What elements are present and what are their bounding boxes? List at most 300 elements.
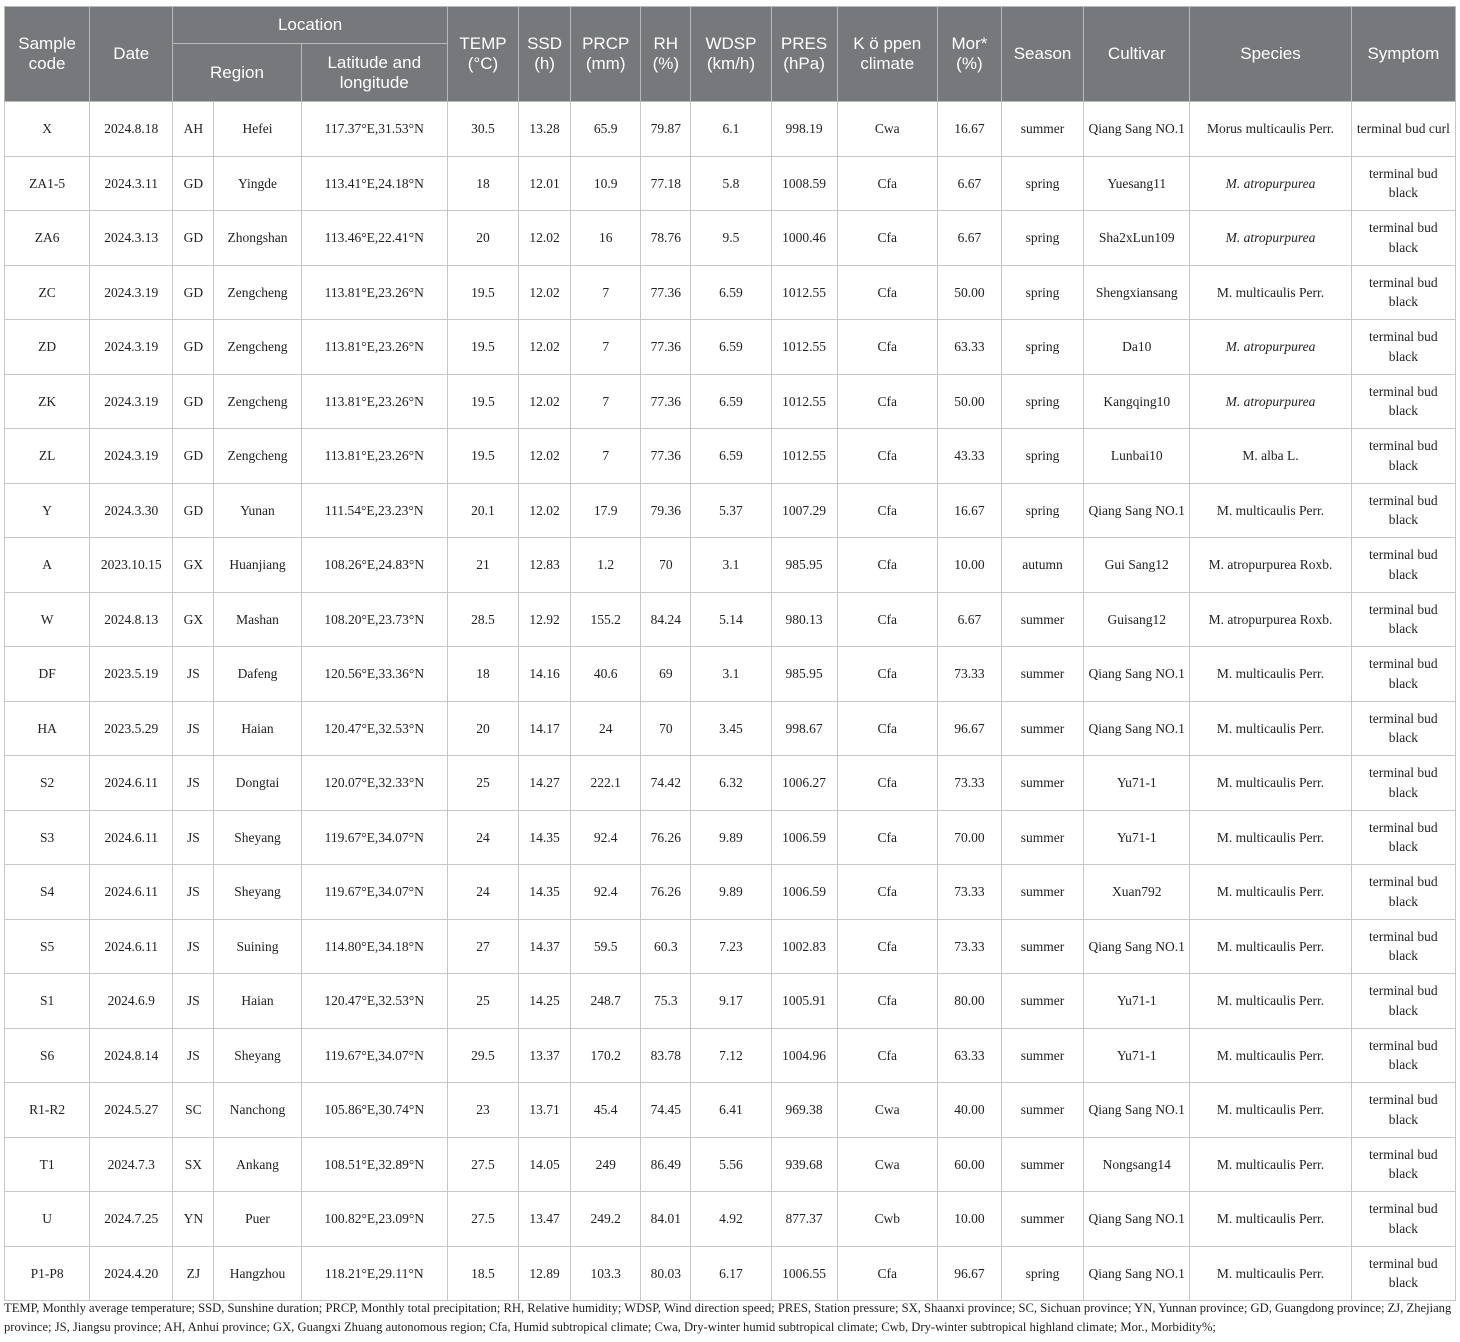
cell-date: 2023.5.29	[90, 701, 173, 756]
cell-pres: 1008.59	[771, 156, 837, 211]
cell-koppen: Cwa	[837, 1137, 937, 1192]
cell-code: HA	[5, 701, 90, 756]
cell-prov: AH	[173, 102, 214, 157]
cell-season: summer	[1001, 974, 1083, 1029]
cell-symptom: terminal bud black	[1351, 1192, 1455, 1247]
cell-rh: 74.45	[641, 1083, 691, 1138]
cell-latlon: 113.46°E,22.41°N	[301, 211, 447, 266]
cell-wdsp: 5.37	[691, 483, 771, 538]
cell-prov: JS	[173, 919, 214, 974]
cell-code: A	[5, 538, 90, 593]
header-mor: Mor* (%)	[937, 7, 1001, 102]
cell-latlon: 118.21°E,29.11°N	[301, 1246, 447, 1301]
cell-code: S5	[5, 919, 90, 974]
cell-koppen: Cfa	[837, 374, 937, 429]
cell-temp: 19.5	[447, 429, 518, 484]
cell-code: W	[5, 592, 90, 647]
cell-wdsp: 5.56	[691, 1137, 771, 1192]
cell-prcp: 45.4	[571, 1083, 641, 1138]
cell-city: Huanjiang	[214, 538, 301, 593]
cell-prov: JS	[173, 1028, 214, 1083]
cell-species: M. multicaulis Perr.	[1190, 865, 1351, 920]
cell-pres: 1007.29	[771, 483, 837, 538]
cell-prcp: 249.2	[571, 1192, 641, 1247]
table-row	[5, 919, 1456, 974]
cell-temp: 25	[447, 756, 518, 811]
cell-symptom: terminal bud black	[1351, 156, 1455, 211]
cell-season: autumn	[1001, 538, 1083, 593]
cell-ssd: 14.37	[519, 919, 571, 974]
cell-prov: GD	[173, 211, 214, 266]
cell-koppen: Cfa	[837, 320, 937, 375]
table-row	[5, 374, 1456, 429]
cell-koppen: Cfa	[837, 592, 937, 647]
cell-pres: 1002.83	[771, 919, 837, 974]
cell-cultivar: Qiang Sang NO.1	[1084, 1083, 1190, 1138]
cell-season: summer	[1001, 865, 1083, 920]
cell-code: DF	[5, 647, 90, 702]
cell-wdsp: 9.17	[691, 974, 771, 1029]
cell-rh: 70	[641, 538, 691, 593]
cell-prov: GX	[173, 538, 214, 593]
cell-rh: 76.26	[641, 865, 691, 920]
cell-pres: 1006.59	[771, 865, 837, 920]
table-row	[5, 701, 1456, 756]
cell-symptom: terminal bud black	[1351, 810, 1455, 865]
cell-code: ZK	[5, 374, 90, 429]
cell-mor: 10.00	[937, 1192, 1001, 1247]
header-ssd: SSD (h)	[519, 7, 571, 102]
cell-symptom: terminal bud black	[1351, 865, 1455, 920]
cell-ssd: 12.83	[519, 538, 571, 593]
cell-code: S4	[5, 865, 90, 920]
table-row	[5, 320, 1456, 375]
header-wdsp: WDSP (km/h)	[691, 7, 771, 102]
cell-prcp: 17.9	[571, 483, 641, 538]
cell-latlon: 113.81°E,23.26°N	[301, 265, 447, 320]
table-row	[5, 865, 1456, 920]
cell-city: Zhongshan	[214, 211, 301, 266]
cell-mor: 80.00	[937, 974, 1001, 1029]
cell-cultivar: Qiang Sang NO.1	[1084, 1192, 1190, 1247]
cell-temp: 18.5	[447, 1246, 518, 1301]
cell-rh: 86.49	[641, 1137, 691, 1192]
cell-city: Suining	[214, 919, 301, 974]
cell-symptom: terminal bud black	[1351, 211, 1455, 266]
cell-prov: SX	[173, 1137, 214, 1192]
cell-koppen: Cfa	[837, 538, 937, 593]
cell-pres: 877.37	[771, 1192, 837, 1247]
cell-rh: 69	[641, 647, 691, 702]
cell-pres: 1012.55	[771, 429, 837, 484]
cell-ssd: 12.02	[519, 320, 571, 375]
cell-rh: 78.76	[641, 211, 691, 266]
cell-cultivar: Qiang Sang NO.1	[1084, 919, 1190, 974]
cell-date: 2024.5.27	[90, 1083, 173, 1138]
cell-prcp: 92.4	[571, 865, 641, 920]
cell-mor: 73.33	[937, 756, 1001, 811]
table-row	[5, 1137, 1456, 1192]
cell-prov: JS	[173, 647, 214, 702]
cell-code: ZA6	[5, 211, 90, 266]
cell-code: R1-R2	[5, 1083, 90, 1138]
cell-koppen: Cfa	[837, 810, 937, 865]
cell-mor: 70.00	[937, 810, 1001, 865]
cell-mor: 6.67	[937, 156, 1001, 211]
table-row	[5, 102, 1456, 157]
cell-prov: ZJ	[173, 1246, 214, 1301]
cell-wdsp: 5.14	[691, 592, 771, 647]
cell-date: 2024.3.11	[90, 156, 173, 211]
cell-prcp: 7	[571, 265, 641, 320]
cell-temp: 21	[447, 538, 518, 593]
cell-code: ZL	[5, 429, 90, 484]
cell-mor: 63.33	[937, 1028, 1001, 1083]
cell-species: M. multicaulis Perr.	[1190, 1137, 1351, 1192]
cell-prcp: 7	[571, 320, 641, 375]
cell-symptom: terminal bud black	[1351, 974, 1455, 1029]
header-region: Region	[173, 44, 301, 102]
cell-ssd: 14.05	[519, 1137, 571, 1192]
cell-mor: 73.33	[937, 865, 1001, 920]
cell-prov: JS	[173, 974, 214, 1029]
cell-species: M. multicaulis Perr.	[1190, 974, 1351, 1029]
cell-ssd: 14.27	[519, 756, 571, 811]
cell-ssd: 14.35	[519, 810, 571, 865]
cell-wdsp: 5.8	[691, 156, 771, 211]
cell-latlon: 113.81°E,23.26°N	[301, 374, 447, 429]
cell-cultivar: Sha2xLun109	[1084, 211, 1190, 266]
cell-species: M. multicaulis Perr.	[1190, 810, 1351, 865]
cell-prov: SC	[173, 1083, 214, 1138]
cell-date: 2024.6.11	[90, 919, 173, 974]
cell-symptom: terminal bud black	[1351, 647, 1455, 702]
cell-city: Nanchong	[214, 1083, 301, 1138]
header-date: Date	[90, 7, 173, 102]
cell-temp: 20.1	[447, 483, 518, 538]
cell-city: Hangzhou	[214, 1246, 301, 1301]
cell-latlon: 120.47°E,32.53°N	[301, 974, 447, 1029]
cell-pres: 998.67	[771, 701, 837, 756]
cell-pres: 1006.27	[771, 756, 837, 811]
cell-mor: 16.67	[937, 483, 1001, 538]
cell-mor: 6.67	[937, 211, 1001, 266]
cell-rh: 77.18	[641, 156, 691, 211]
header-location: Location	[173, 7, 448, 44]
cell-prov: GD	[173, 156, 214, 211]
header-prcp: PRCP (mm)	[571, 7, 641, 102]
cell-season: summer	[1001, 810, 1083, 865]
cell-temp: 19.5	[447, 320, 518, 375]
cell-prcp: 24	[571, 701, 641, 756]
cell-symptom: terminal bud black	[1351, 701, 1455, 756]
cell-mor: 43.33	[937, 429, 1001, 484]
cell-season: summer	[1001, 102, 1083, 157]
cell-cultivar: Yu71-1	[1084, 1028, 1190, 1083]
cell-rh: 60.3	[641, 919, 691, 974]
cell-symptom: terminal bud black	[1351, 429, 1455, 484]
cell-date: 2023.10.15	[90, 538, 173, 593]
table-container	[4, 6, 1456, 1301]
cell-date: 2024.8.13	[90, 592, 173, 647]
cell-rh: 77.36	[641, 265, 691, 320]
cell-latlon: 108.51°E,32.89°N	[301, 1137, 447, 1192]
cell-latlon: 108.20°E,23.73°N	[301, 592, 447, 647]
cell-temp: 18	[447, 647, 518, 702]
cell-prcp: 7	[571, 429, 641, 484]
cell-species: Morus multicaulis Perr.	[1190, 102, 1351, 157]
cell-pres: 939.68	[771, 1137, 837, 1192]
cell-cultivar: Guisang12	[1084, 592, 1190, 647]
cell-koppen: Cwb	[837, 1192, 937, 1247]
cell-city: Yingde	[214, 156, 301, 211]
cell-ssd: 12.89	[519, 1246, 571, 1301]
cell-pres: 985.95	[771, 647, 837, 702]
cell-temp: 27.5	[447, 1137, 518, 1192]
cell-rh: 79.87	[641, 102, 691, 157]
cell-latlon: 119.67°E,34.07°N	[301, 865, 447, 920]
cell-pres: 1012.55	[771, 320, 837, 375]
table-header	[5, 7, 1456, 102]
cell-city: Zengcheng	[214, 429, 301, 484]
cell-city: Zengcheng	[214, 320, 301, 375]
cell-code: P1-P8	[5, 1246, 90, 1301]
cell-temp: 18	[447, 156, 518, 211]
cell-ssd: 13.28	[519, 102, 571, 157]
cell-pres: 980.13	[771, 592, 837, 647]
cell-species: M. multicaulis Perr.	[1190, 647, 1351, 702]
table-row	[5, 974, 1456, 1029]
cell-date: 2024.4.20	[90, 1246, 173, 1301]
cell-prov: GD	[173, 265, 214, 320]
cell-pres: 969.38	[771, 1083, 837, 1138]
cell-season: summer	[1001, 756, 1083, 811]
table-row	[5, 156, 1456, 211]
cell-ssd: 12.02	[519, 211, 571, 266]
cell-symptom: terminal bud black	[1351, 1028, 1455, 1083]
cell-mor: 73.33	[937, 919, 1001, 974]
cell-latlon: 113.41°E,24.18°N	[301, 156, 447, 211]
cell-prcp: 249	[571, 1137, 641, 1192]
header-koppen: K ö ppen climate	[837, 7, 937, 102]
cell-rh: 76.26	[641, 810, 691, 865]
cell-season: spring	[1001, 265, 1083, 320]
cell-city: Haian	[214, 701, 301, 756]
cell-prov: GD	[173, 320, 214, 375]
cell-species: M. atropurpurea	[1190, 374, 1351, 429]
cell-symptom: terminal bud black	[1351, 265, 1455, 320]
cell-season: spring	[1001, 374, 1083, 429]
cell-pres: 1006.55	[771, 1246, 837, 1301]
cell-cultivar: Nongsang14	[1084, 1137, 1190, 1192]
cell-city: Dafeng	[214, 647, 301, 702]
cell-latlon: 100.82°E,23.09°N	[301, 1192, 447, 1247]
table-row	[5, 1028, 1456, 1083]
cell-koppen: Cwa	[837, 1083, 937, 1138]
cell-temp: 19.5	[447, 374, 518, 429]
cell-pres: 1000.46	[771, 211, 837, 266]
cell-prcp: 248.7	[571, 974, 641, 1029]
cell-symptom: terminal bud black	[1351, 374, 1455, 429]
cell-symptom: terminal bud black	[1351, 756, 1455, 811]
header-sample-code: Sample code	[5, 7, 90, 102]
cell-wdsp: 6.59	[691, 429, 771, 484]
table-row	[5, 1246, 1456, 1301]
table-footnote: TEMP, Monthly average temperature; SSD, Sunshine duration; PRCP, Monthly total precipitation; RH, Relative humidity; WDSP, Wind direction speed; PRES, Station pressure; SX, Shaanxi province; SC, Sichuan province; YN, Yunnan province; GD, Guangdong province; ZJ, Zhejiang province; JS, Jiangsu province; AH, Anhui province; GX, Guangxi Zhuang autonomous region; Cfa, Humid subtropical climate; Cwa, Dry-winter humid subtropical climate; Cwb, Dry-winter subtropical highland climate; Mor., Morbidity%;	[4, 1301, 1452, 1334]
cell-season: summer	[1001, 1192, 1083, 1247]
cell-temp: 20	[447, 701, 518, 756]
cell-ssd: 13.37	[519, 1028, 571, 1083]
cell-code: Y	[5, 483, 90, 538]
cell-wdsp: 6.59	[691, 320, 771, 375]
cell-pres: 985.95	[771, 538, 837, 593]
cell-species: M. multicaulis Perr.	[1190, 919, 1351, 974]
cell-code: S2	[5, 756, 90, 811]
cell-latlon: 105.86°E,30.74°N	[301, 1083, 447, 1138]
cell-koppen: Cfa	[837, 919, 937, 974]
cell-species: M. alba L.	[1190, 429, 1351, 484]
cell-cultivar: Qiang Sang NO.1	[1084, 1246, 1190, 1301]
table-row	[5, 265, 1456, 320]
cell-date: 2024.6.11	[90, 865, 173, 920]
cell-season: summer	[1001, 1083, 1083, 1138]
cell-koppen: Cfa	[837, 865, 937, 920]
cell-mor: 63.33	[937, 320, 1001, 375]
cell-species: M. atropurpurea	[1190, 320, 1351, 375]
cell-wdsp: 9.5	[691, 211, 771, 266]
cell-cultivar: Yuesang11	[1084, 156, 1190, 211]
cell-temp: 28.5	[447, 592, 518, 647]
cell-species: M. atropurpurea	[1190, 211, 1351, 266]
cell-rh: 77.36	[641, 320, 691, 375]
cell-temp: 29.5	[447, 1028, 518, 1083]
cell-koppen: Cfa	[837, 647, 937, 702]
cell-koppen: Cwa	[837, 102, 937, 157]
cell-date: 2024.3.19	[90, 374, 173, 429]
cell-wdsp: 6.32	[691, 756, 771, 811]
samples-table	[4, 6, 1456, 1301]
cell-temp: 19.5	[447, 265, 518, 320]
cell-ssd: 13.71	[519, 1083, 571, 1138]
cell-prov: GD	[173, 483, 214, 538]
cell-rh: 74.42	[641, 756, 691, 811]
cell-date: 2024.8.14	[90, 1028, 173, 1083]
cell-prov: JS	[173, 756, 214, 811]
cell-mor: 96.67	[937, 701, 1001, 756]
cell-pres: 998.19	[771, 102, 837, 157]
cell-city: Mashan	[214, 592, 301, 647]
cell-code: S1	[5, 974, 90, 1029]
cell-species: M. atropurpurea Roxb.	[1190, 538, 1351, 593]
cell-date: 2023.5.19	[90, 647, 173, 702]
cell-mor: 16.67	[937, 102, 1001, 157]
cell-temp: 25	[447, 974, 518, 1029]
cell-species: M. atropurpurea	[1190, 156, 1351, 211]
cell-code: X	[5, 102, 90, 157]
cell-season: summer	[1001, 919, 1083, 974]
cell-cultivar: Yu71-1	[1084, 974, 1190, 1029]
table-row	[5, 211, 1456, 266]
cell-wdsp: 6.41	[691, 1083, 771, 1138]
cell-wdsp: 6.17	[691, 1246, 771, 1301]
cell-species: M. multicaulis Perr.	[1190, 1192, 1351, 1247]
cell-latlon: 120.56°E,33.36°N	[301, 647, 447, 702]
cell-prcp: 40.6	[571, 647, 641, 702]
cell-prcp: 10.9	[571, 156, 641, 211]
cell-date: 2024.6.11	[90, 810, 173, 865]
header-rh: RH (%)	[641, 7, 691, 102]
header-cultivar: Cultivar	[1084, 7, 1190, 102]
header-species: Species	[1190, 7, 1351, 102]
cell-prcp: 16	[571, 211, 641, 266]
cell-code: ZA1-5	[5, 156, 90, 211]
cell-latlon: 119.67°E,34.07°N	[301, 810, 447, 865]
table-row	[5, 756, 1456, 811]
cell-koppen: Cfa	[837, 1246, 937, 1301]
table-body	[5, 102, 1456, 1301]
cell-date: 2024.3.13	[90, 211, 173, 266]
cell-ssd: 12.01	[519, 156, 571, 211]
cell-season: spring	[1001, 429, 1083, 484]
cell-city: Puer	[214, 1192, 301, 1247]
cell-season: summer	[1001, 1137, 1083, 1192]
cell-rh: 77.36	[641, 374, 691, 429]
cell-season: summer	[1001, 592, 1083, 647]
cell-koppen: Cfa	[837, 211, 937, 266]
cell-rh: 70	[641, 701, 691, 756]
cell-prcp: 222.1	[571, 756, 641, 811]
cell-prcp: 155.2	[571, 592, 641, 647]
cell-rh: 84.24	[641, 592, 691, 647]
cell-wdsp: 3.45	[691, 701, 771, 756]
cell-temp: 20	[447, 211, 518, 266]
cell-temp: 24	[447, 810, 518, 865]
cell-species: M. atropurpurea Roxb.	[1190, 592, 1351, 647]
cell-city: Haian	[214, 974, 301, 1029]
cell-species: M. multicaulis Perr.	[1190, 1083, 1351, 1138]
cell-prov: JS	[173, 810, 214, 865]
cell-latlon: 113.81°E,23.26°N	[301, 320, 447, 375]
cell-wdsp: 6.59	[691, 374, 771, 429]
cell-ssd: 14.25	[519, 974, 571, 1029]
cell-species: M. multicaulis Perr.	[1190, 1028, 1351, 1083]
table-row	[5, 1083, 1456, 1138]
cell-latlon: 111.54°E,23.23°N	[301, 483, 447, 538]
cell-symptom: terminal bud black	[1351, 320, 1455, 375]
cell-prcp: 59.5	[571, 919, 641, 974]
header-season: Season	[1001, 7, 1083, 102]
cell-code: T1	[5, 1137, 90, 1192]
cell-season: spring	[1001, 1246, 1083, 1301]
header-latlon: Latitude and longitude	[301, 44, 447, 102]
cell-code: ZC	[5, 265, 90, 320]
cell-koppen: Cfa	[837, 265, 937, 320]
cell-ssd: 14.35	[519, 865, 571, 920]
cell-code: S6	[5, 1028, 90, 1083]
cell-ssd: 12.02	[519, 429, 571, 484]
cell-wdsp: 3.1	[691, 647, 771, 702]
cell-prov: GX	[173, 592, 214, 647]
cell-mor: 96.67	[937, 1246, 1001, 1301]
cell-species: M. multicaulis Perr.	[1190, 756, 1351, 811]
cell-code: ZD	[5, 320, 90, 375]
cell-latlon: 108.26°E,24.83°N	[301, 538, 447, 593]
cell-symptom: terminal bud black	[1351, 1083, 1455, 1138]
cell-wdsp: 7.23	[691, 919, 771, 974]
cell-season: spring	[1001, 156, 1083, 211]
cell-koppen: Cfa	[837, 1028, 937, 1083]
cell-season: summer	[1001, 701, 1083, 756]
